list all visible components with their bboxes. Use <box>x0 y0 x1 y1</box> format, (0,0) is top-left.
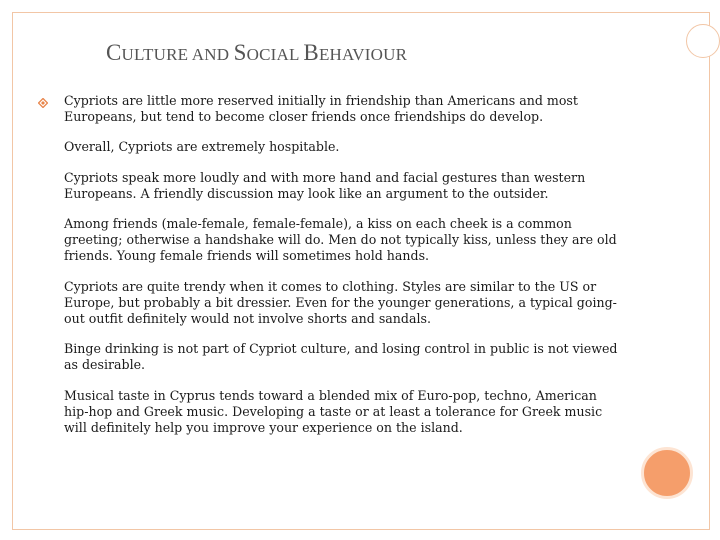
body-paragraph: Cypriots are quite trendy when it comes to clothing. Styles are similar to the US or Europe, but probably a bit dressier. Even for the younger generations, a typical going-out outfit definitely would not involve shorts and sandals. <box>64 278 617 327</box>
body-paragraph: Cypriots are little more reserved initially in friendship than Americans and most Europeans, but tend to become closer friends once friendships do develop. <box>64 93 578 125</box>
slide-body <box>64 93 624 450</box>
decorative-circle-top <box>686 24 720 58</box>
title-part: ULTURE AND <box>121 45 234 64</box>
body-paragraph: Cypriots speak more loudly and with more hand and facial gestures than western Europeans. A friendly discussion may look like an argument to the outsider. <box>64 169 586 201</box>
body-paragraph: Among friends (male-female, female-female), a kiss on each cheek is a common greeting; otherwise a handshake will do. Men do not typically kiss, unless they are old friends. Young female friends will sometimes hold hands. <box>64 216 617 264</box>
title-part: EHAVIOUR <box>318 45 408 64</box>
slide-title <box>106 40 407 66</box>
body-paragraph: Musical taste in Cyprus tends toward a blended mix of Euro-pop, techno, American hip-hop and Greek music. Developing a taste or at least a tolerance for Greek music will definitely help you improve your experience on the island. <box>64 387 603 436</box>
diamond-bullet-icon <box>38 98 47 107</box>
title-part: C <box>106 40 122 65</box>
title-part: OCIAL <box>246 45 304 64</box>
title-part: B <box>303 40 319 65</box>
body-paragraph: Overall, Cypriots are extremely hospitable. <box>64 139 340 155</box>
decorative-circle-bottom <box>641 447 693 499</box>
title-part: S <box>233 40 247 65</box>
body-paragraph: Binge drinking is not part of Cypriot culture, and losing control in public is not viewed as desirable. <box>64 341 618 373</box>
